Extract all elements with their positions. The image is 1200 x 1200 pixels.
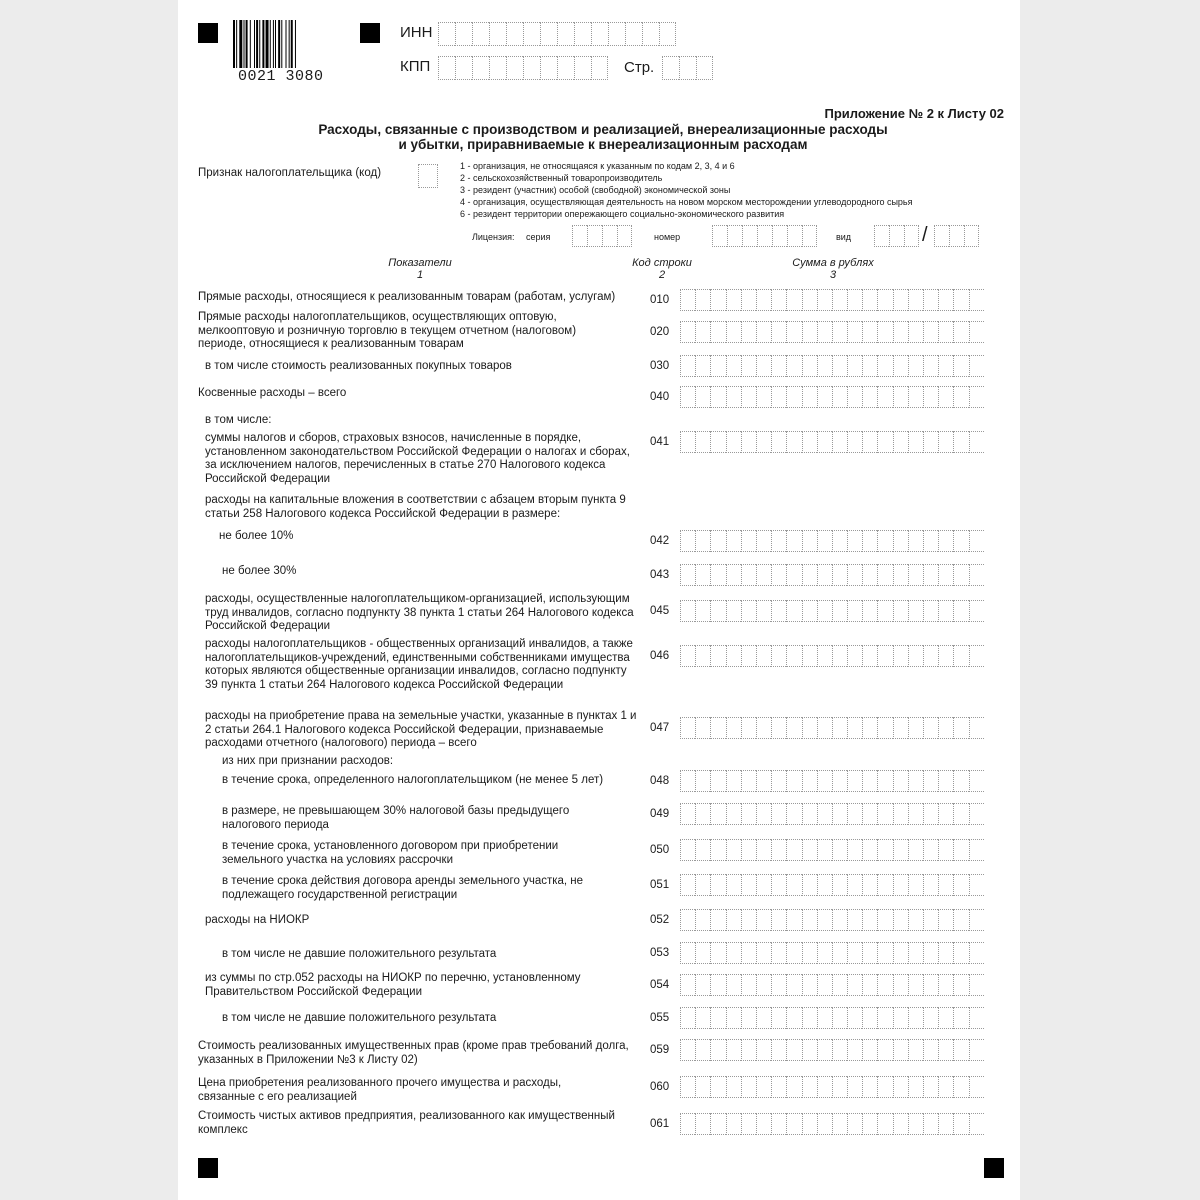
inn-label: ИНН [400, 24, 433, 41]
amount-field-055[interactable] [680, 1007, 984, 1029]
row-label: в том числе не давшие положительного результата [222, 948, 497, 960]
corner-marker-top-right [360, 23, 380, 43]
amount-field-030[interactable] [680, 355, 984, 377]
sign-code-item: 3 - резидент (участник) особой (свободной) экономической зоны [460, 185, 731, 195]
amount-field-042[interactable] [680, 530, 984, 552]
amount-field-046[interactable] [680, 645, 984, 667]
barcode-image [233, 20, 343, 68]
row-code: 041 [650, 436, 670, 448]
kpp-label: КПП [400, 58, 431, 75]
row-label: Прямые расходы, относящиеся к реализованным товарам (работам, услугам) [198, 291, 616, 303]
license-number-label: номер [654, 232, 681, 242]
license-label: Лицензия: [472, 232, 515, 242]
license-series-field[interactable] [572, 225, 632, 247]
amount-field-054[interactable] [680, 974, 984, 996]
license-type-field-2[interactable] [934, 225, 979, 247]
form-title [218, 122, 988, 152]
sign-code-item: 1 - организация, не относящаяся к указанным по кодам 2, 3, 4 и 6 [460, 161, 735, 171]
row-label: в размере, не превышающем 30% налоговой базы предыдущего налогового периода [222, 805, 570, 831]
corner-marker-bottom-right [984, 1158, 1004, 1178]
row-code: 045 [650, 605, 670, 617]
taxpayer-sign-label: Признак налогоплательщика (код) [198, 167, 382, 179]
kpp-field[interactable] [438, 56, 608, 80]
row-label: в течение срока действия договора аренды земельного участка, не подлежащего государственной регистрации [222, 875, 584, 901]
row-code: 047 [650, 722, 670, 734]
row-code: 020 [650, 326, 670, 338]
row-code: 054 [650, 979, 670, 991]
column-header-amount: Сумма в рублях 3 [792, 257, 874, 281]
row-code: 040 [650, 391, 670, 403]
row-label: в том числе стоимость реализованных покупных товаров [205, 360, 512, 372]
amount-field-053[interactable] [680, 942, 984, 964]
row-code: 051 [650, 879, 670, 891]
taxpayer-sign-field[interactable] [418, 164, 438, 188]
row-code: 049 [650, 808, 670, 820]
amount-field-010[interactable] [680, 289, 984, 311]
license-series-label: серия [526, 232, 551, 242]
barcode-number: 0021 3080 [238, 68, 324, 85]
row-label: в том числе: [205, 414, 272, 426]
amount-field-061[interactable] [680, 1113, 984, 1135]
row-code: 053 [650, 947, 670, 959]
row-code: 050 [650, 844, 670, 856]
amount-field-020[interactable] [680, 321, 984, 343]
row-label: расходы, осуществленные налогоплательщиком-организацией, использующим труд инвалидов, согласно подпункту 38 пункта 1 статьи 264 Налогового кодекса Российской Федерации [205, 593, 634, 632]
row-code: 055 [650, 1012, 670, 1024]
row-code: 043 [650, 569, 670, 581]
row-label: расходы на НИОКР [205, 914, 310, 926]
amount-field-051[interactable] [680, 874, 984, 896]
row-label: Стоимость реализованных имущественных прав (кроме прав требований долга, указанных в Приложении №3 к Листу 02) [198, 1040, 629, 1066]
form-title-line-1: Расходы, связанные с производством и реализацией, внереализационные расходы [318, 122, 888, 137]
page-number-label: Стр. [624, 59, 655, 76]
amount-field-049[interactable] [680, 803, 984, 825]
amount-field-060[interactable] [680, 1076, 984, 1098]
row-code: 052 [650, 914, 670, 926]
amount-field-045[interactable] [680, 600, 984, 622]
row-label: Прямые расходы налогоплательщиков, осуществляющих оптовую, мелкооптовую и розничную торговлю в текущем отчетном (налоговом) периоде, относящиеся к реализованным товарам [198, 311, 577, 350]
row-label: Стоимость чистых активов предприятия, реализованного как имущественный комплекс [198, 1110, 615, 1136]
sign-code-item: 2 - сельскохозяйственный товаропроизводитель [460, 173, 663, 183]
amount-field-040[interactable] [680, 386, 984, 408]
form-page [178, 0, 1020, 1200]
amount-field-052[interactable] [680, 909, 984, 931]
amount-field-047[interactable] [680, 717, 984, 739]
appendix-caption: Приложение № 2 к Листу 02 [824, 106, 1004, 121]
row-code: 046 [650, 650, 670, 662]
row-code: 048 [650, 775, 670, 787]
license-slash: / [922, 224, 928, 246]
sign-code-item: 6 - резидент территории опережающего социально-экономического развития [460, 209, 785, 219]
row-label: в течение срока, установленного договором при приобретении земельного участка на условиях рассрочки [222, 840, 559, 866]
row-code: 059 [650, 1044, 670, 1056]
inn-field[interactable] [438, 22, 676, 46]
row-label: Косвенные расходы – всего [198, 387, 347, 399]
row-label: суммы налогов и сборов, страховых взносов, начисленные в порядке, установленном законодательством Российской Федерации о налогах и сборах, за исключением налогов, перечисленных в статье 270 Налогового кодекса Российской Федерации [205, 432, 630, 485]
row-label: расходы на приобретение права на земельные участки, указанные в пунктах 1 и 2 статьи 264.1 Налогового кодекса Российской Федерации, признаваемые расходами отчетного (налогового) периода – всего [205, 710, 637, 749]
amount-field-041[interactable] [680, 431, 984, 453]
row-label: из суммы по стр.052 расходы на НИОКР по перечню, установленному Правительством Российской Федерации [205, 972, 581, 998]
amount-field-043[interactable] [680, 564, 984, 586]
row-label: не более 10% [219, 530, 294, 542]
row-code: 030 [650, 360, 670, 372]
column-header-line-code: Код строки 2 [632, 257, 692, 281]
row-code: 061 [650, 1118, 670, 1130]
row-code: 010 [650, 294, 670, 306]
row-label: в течение срока, определенного налогоплательщиком (не менее 5 лет) [222, 774, 604, 786]
column-header-indicators: Показатели 1 [388, 257, 452, 281]
corner-marker-top-left [198, 23, 218, 43]
row-code: 042 [650, 535, 670, 547]
corner-marker-bottom-left [198, 1158, 218, 1178]
row-label: расходы налогоплательщиков - общественных организаций инвалидов, а также налогоплательщиков-учреждений, единственными собственниками имущества которых являются общественные организации инвалидов, согласно подпункту 39 пункта 1 статьи 264 Налогового кодекса Российской Федерации [205, 638, 633, 691]
form-title-line-2: и убытки, приравниваемые к внереализационным расходам [398, 137, 808, 152]
row-label: в том числе не давшие положительного результата [222, 1012, 497, 1024]
sign-code-item: 4 - организация, осуществляющая деятельность на новом морском месторождении углеводородного сырья [460, 197, 913, 207]
page-number-field[interactable] [662, 56, 713, 80]
row-label: расходы на капитальные вложения в соответствии с абзацем вторым пункта 9 статьи 258 Налогового кодекса Российской Федерации в размере: [205, 494, 626, 520]
amount-field-050[interactable] [680, 839, 984, 861]
license-number-field[interactable] [712, 225, 817, 247]
taxpayer-sign-codes [460, 160, 913, 220]
license-type-label: вид [836, 232, 852, 242]
amount-field-059[interactable] [680, 1039, 984, 1061]
row-label: Цена приобретения реализованного прочего имущества и расходы, связанные с его реализацией [198, 1077, 562, 1103]
row-code: 060 [650, 1081, 670, 1093]
row-label: не более 30% [222, 565, 297, 577]
row-label: из них при признании расходов: [222, 755, 394, 767]
license-type-field-1[interactable] [874, 225, 919, 247]
amount-field-048[interactable] [680, 770, 984, 792]
